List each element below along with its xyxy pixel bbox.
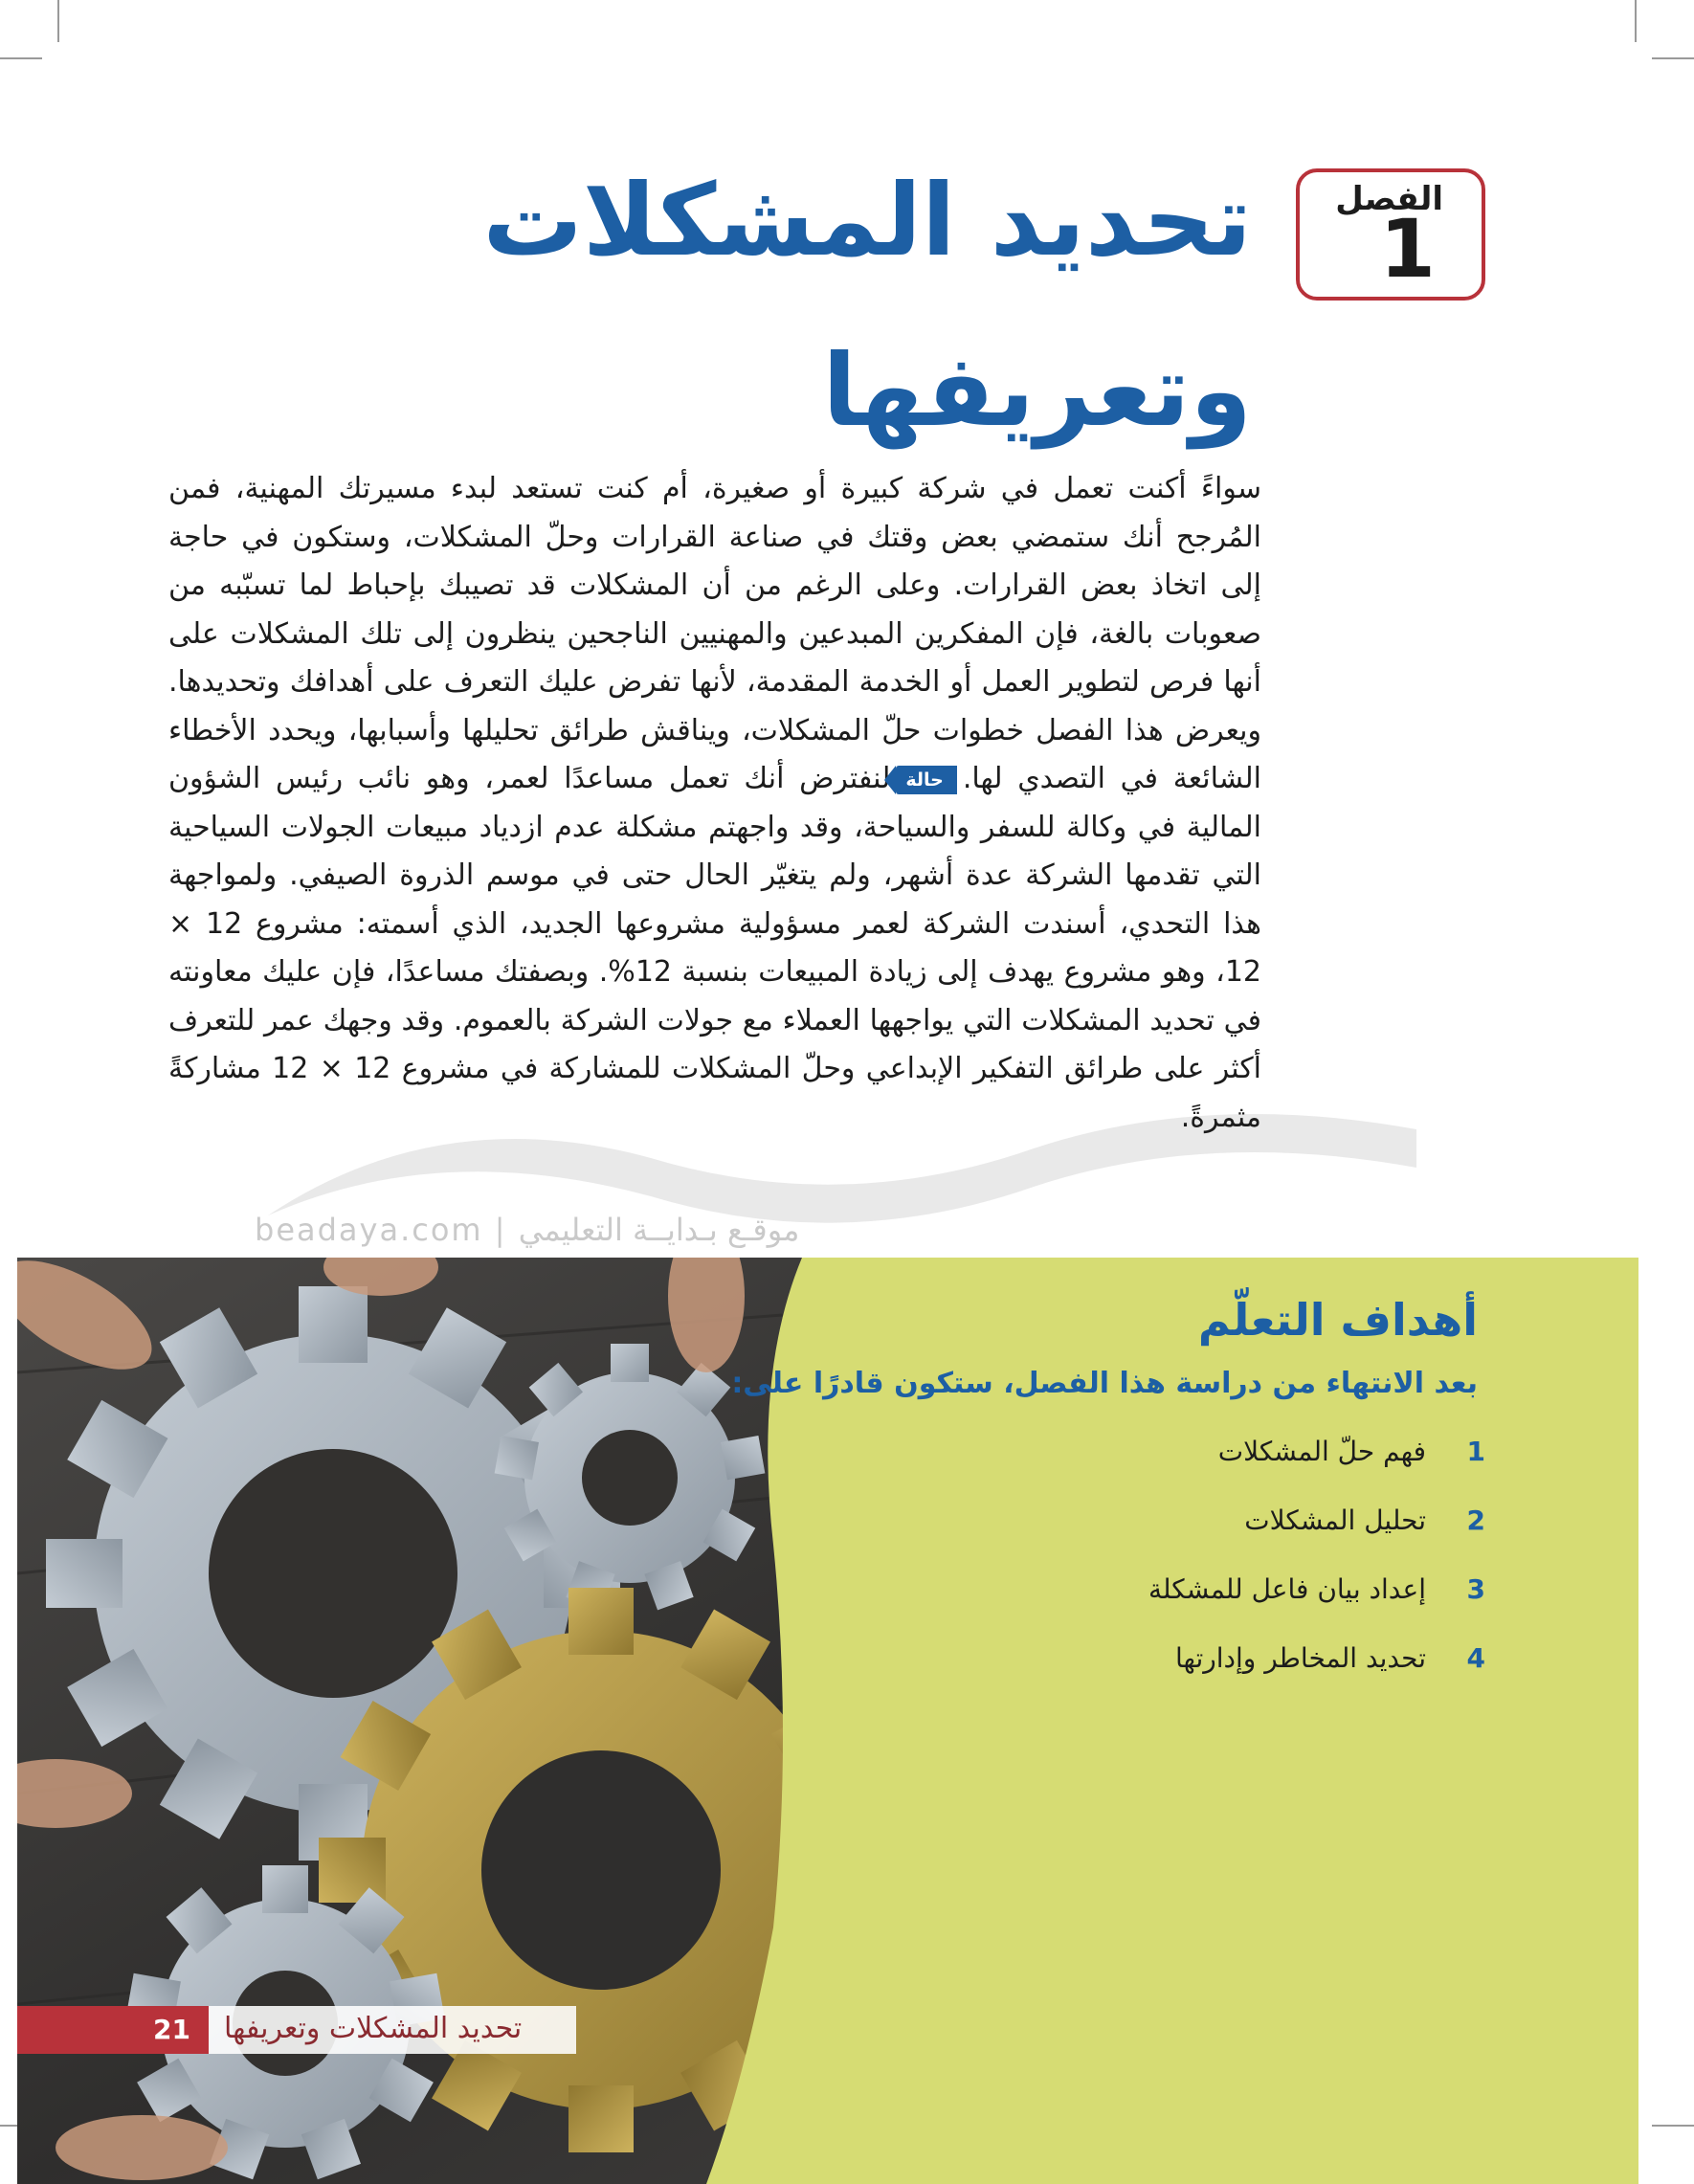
- crop-mark: [1652, 2125, 1694, 2127]
- goal-label: إعداد بيان فاعل للمشكلة: [1148, 1573, 1426, 1605]
- goal-item: [1160, 1504, 1485, 1547]
- chapter-badge: [1296, 168, 1485, 301]
- case-text: لنفترض أنك تعمل مساعدًا لعمر، وهو نائب رئيس الشؤون المالية في وكالة للسفر والسياحة، وقد واجهتم مشكلة عدم ازدياد مبيعات الجولات السياحية التي تقدمها الشركة عدة أشهر، ولم يتغيّر الحال حتى في موسم الذروة الصيفي. ولمواجهة هذا التحدي، أسندت الشركة لعمر مسؤولية مشروعها الجديد، الذي أسمته: مشروع 12 × 12، وهو مشروع يهدف إلى زيادة المبيعات بنسبة 12%. وبصفتك مساعدًا، فإن عليك معاونته في تحديد المشكلات التي يواجهها العملاء مع جولات الشركة بالعموم. وقد وجهك عمر للتعرف أكثر على طرائق التفكير الإبداعي وحلّ المشكلات للمشاركة في مشروع 12 × 12 مشاركةً مثمرةً.: [168, 762, 1261, 1134]
- chapter-word: الفصل: [1335, 180, 1443, 218]
- intro-paragraph: [168, 465, 1261, 1142]
- learning-goals-subtitle: بعد الانتهاء من دراسة هذا الفصل، ستكون قادرًا على:: [731, 1367, 1478, 1400]
- goal-number: 4: [1466, 1642, 1485, 1674]
- chapter-title-line-2: وتعريفها: [822, 332, 1252, 449]
- crop-mark: [1635, 0, 1637, 42]
- chapter-number: 1: [1379, 202, 1436, 296]
- chapter-title-line-1: تحديد المشكلات: [482, 162, 1252, 279]
- goal-number: 2: [1466, 1504, 1485, 1536]
- crop-mark: [1652, 57, 1694, 59]
- learning-goals-title: أهداف التعلّم: [1197, 1294, 1478, 1346]
- goal-item: [1160, 1436, 1485, 1478]
- goal-item: [1148, 1573, 1485, 1616]
- goal-number: 3: [1466, 1573, 1485, 1605]
- page-number: 21: [153, 2014, 190, 2045]
- watermark-caption: beadaya.com | موقـع بـدايــة التعليمي: [255, 1212, 800, 1248]
- goal-label: تحليل المشكلات: [1244, 1504, 1426, 1536]
- goal-label: تحديد المخاطر وإدارتها: [1175, 1642, 1426, 1674]
- goal-item: [1160, 1642, 1485, 1684]
- goal-number: 1: [1466, 1436, 1485, 1467]
- footer-chapter-title: تحديد المشكلات وتعريفها: [224, 2012, 523, 2045]
- goal-label: فهم حلّ المشكلات: [1217, 1436, 1426, 1467]
- case-badge: حالة: [896, 766, 956, 794]
- intro-text: سواءً أكنت تعمل في شركة كبيرة أو صغيرة، أم كنت تستعد لبدء مسيرتك المهنية، فمن المُرجح أنك ستمضي بعض وقتك في صناعة القرارات وحلّ المشكلات، وستكون في حاجة إلى اتخاذ بعض القرارات. وعلى الرغم من أن المشكلات قد تصيبك بإحباط لما تسبّبه من صعوبات بالغة، فإن المفكرين المبدعين والمهنيين الناجحين ينظرون إلى تلك المشكلات على أنها فرص لتطوير العمل أو الخدمة المقدمة، لأنها تفرض عليك التعرف على أهدافك وتحديدها. ويعرض هذا الفصل خطوات حلّ المشكلات، ويناقش طرائق تحليلها وأسبابها، ويحدد الأخطاء الشائعة في التصدي لها.: [168, 472, 1261, 795]
- crop-mark: [57, 0, 59, 42]
- crop-mark: [0, 57, 42, 59]
